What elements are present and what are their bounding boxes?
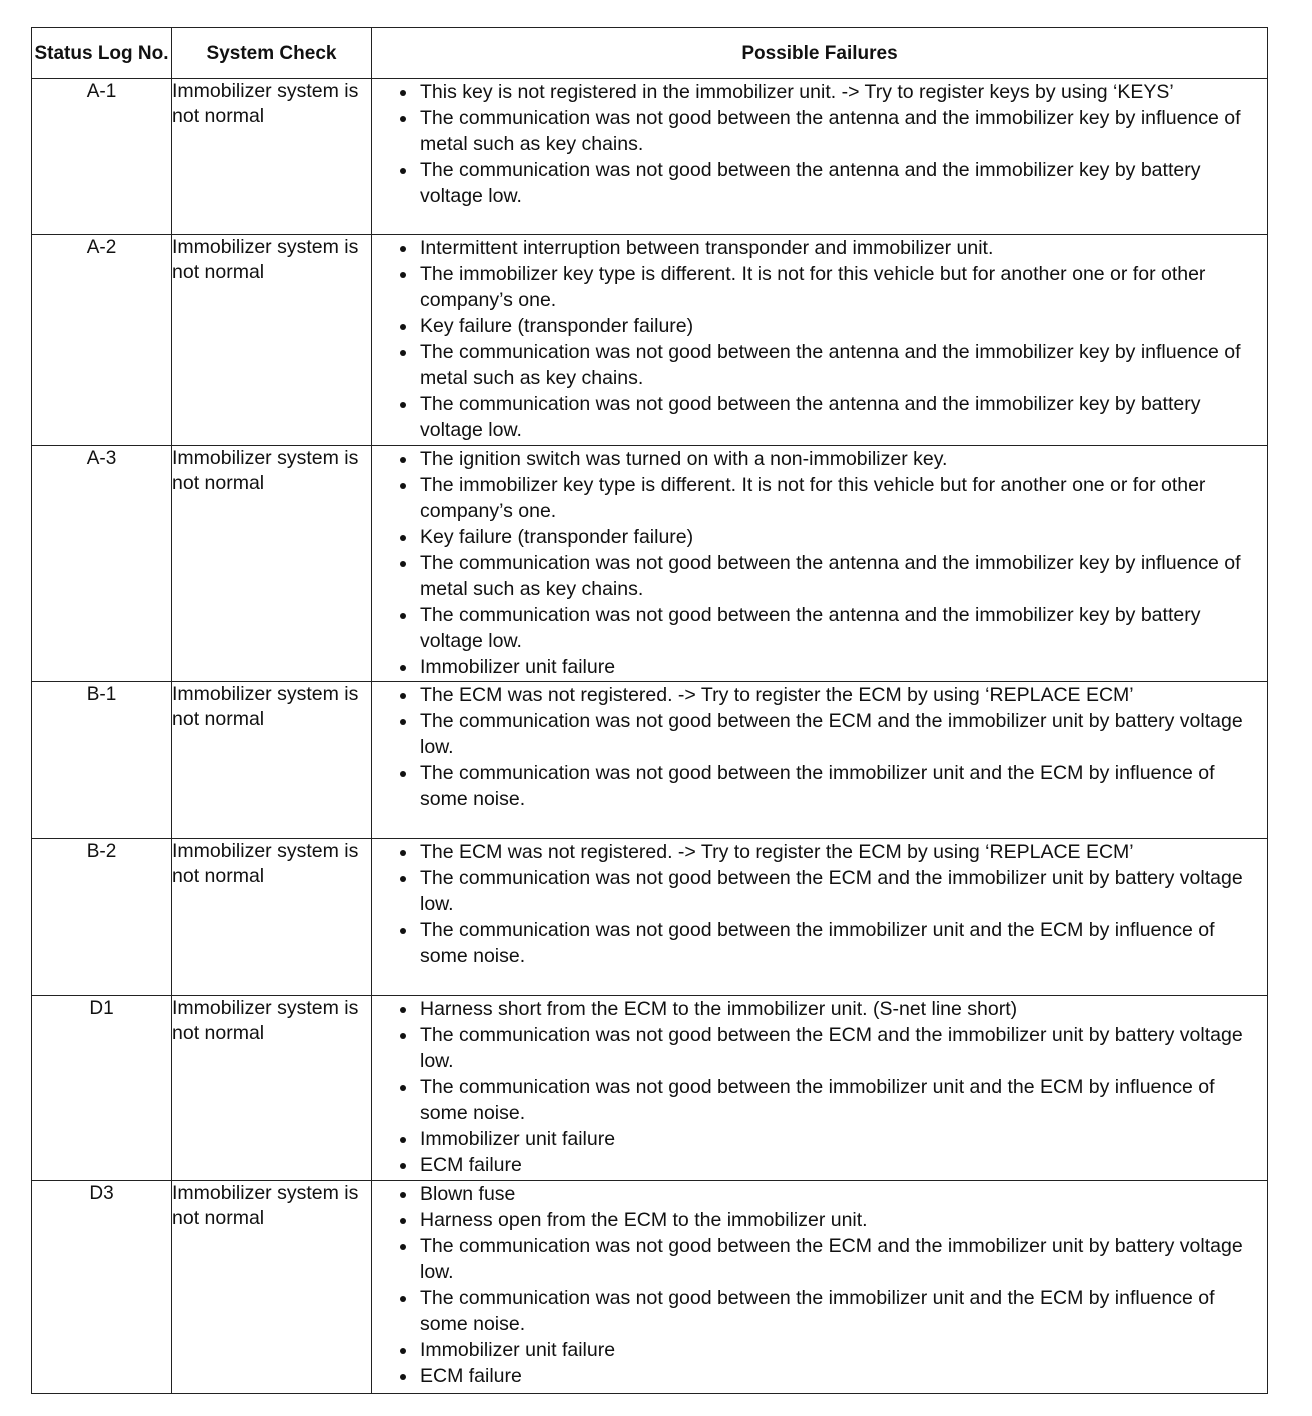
table-row: [32, 839, 1268, 996]
failure-item: This key is not registered in the immobilizer unit. -> Try to register keys by using ‘KEYS’: [372, 79, 1267, 105]
failure-item: The communication was not good between the immobilizer unit and the ECM by influence of some noise.: [372, 1074, 1267, 1126]
failure-item: The communication was not good between the antenna and the immobilizer key by battery voltage low.: [372, 157, 1267, 209]
failure-item: The communication was not good between the antenna and the immobilizer key by battery voltage low.: [372, 391, 1267, 443]
failure-item: Immobilizer unit failure: [372, 1337, 1267, 1363]
failure-item: The communication was not good between the ECM and the immobilizer unit by battery voltage low.: [372, 865, 1267, 917]
possible-failures: [372, 996, 1268, 1181]
failure-item: Blown fuse: [372, 1181, 1267, 1207]
failure-item: The communication was not good between the ECM and the immobilizer unit by battery voltage low.: [372, 708, 1267, 760]
table-row: [32, 1181, 1268, 1394]
failure-item: The ECM was not registered. -> Try to register the ECM by using ‘REPLACE ECM’: [372, 682, 1267, 708]
possible-failures: [372, 839, 1268, 996]
possible-failures: [372, 446, 1268, 682]
system-check: Immobilizer system is not normal: [172, 79, 372, 235]
failure-item: ECM failure: [372, 1152, 1267, 1178]
failure-item: The communication was not good between the ECM and the immobilizer unit by battery voltage low.: [372, 1022, 1267, 1074]
failure-list: [372, 1181, 1267, 1389]
table-row: [32, 446, 1268, 682]
system-check: Immobilizer system is not normal: [172, 235, 372, 446]
failure-item: The immobilizer key type is different. It is not for this vehicle but for another one or for other company’s one.: [372, 472, 1267, 524]
failure-item: Harness open from the ECM to the immobilizer unit.: [372, 1207, 1267, 1233]
possible-failures: [372, 1181, 1268, 1394]
failure-list: [372, 446, 1267, 680]
failure-item: Intermittent interruption between transponder and immobilizer unit.: [372, 235, 1267, 261]
failure-item: The ignition switch was turned on with a non-immobilizer key.: [372, 446, 1267, 472]
table-row: [32, 682, 1268, 839]
status-log-no: B-2: [32, 839, 172, 996]
status-log-no: D3: [32, 1181, 172, 1394]
failure-item: Key failure (transponder failure): [372, 524, 1267, 550]
failure-list: [372, 682, 1267, 812]
failure-item: The communication was not good between the antenna and the immobilizer key by influence of metal such as key chains.: [372, 105, 1267, 157]
failure-item: Immobilizer unit failure: [372, 654, 1267, 680]
system-check: Immobilizer system is not normal: [172, 682, 372, 839]
failure-item: The immobilizer key type is different. It is not for this vehicle but for another one or for other company’s one.: [372, 261, 1267, 313]
failure-item: The ECM was not registered. -> Try to register the ECM by using ‘REPLACE ECM’: [372, 839, 1267, 865]
table-row: [32, 996, 1268, 1181]
failure-item: The communication was not good between the immobilizer unit and the ECM by influence of some noise.: [372, 917, 1267, 969]
failure-item: The communication was not good between the antenna and the immobilizer key by influence of metal such as key chains.: [372, 550, 1267, 602]
failure-item: Key failure (transponder failure): [372, 313, 1267, 339]
status-log-table: [31, 27, 1268, 1394]
status-log-no: B-1: [32, 682, 172, 839]
failure-item: Harness short from the ECM to the immobilizer unit. (S-net line short): [372, 996, 1267, 1022]
failure-item: The communication was not good between the antenna and the immobilizer key by battery voltage low.: [372, 602, 1267, 654]
system-check: Immobilizer system is not normal: [172, 996, 372, 1181]
failure-list: [372, 235, 1267, 443]
failure-list: [372, 79, 1267, 209]
possible-failures: [372, 79, 1268, 235]
header-log-no: Status Log No.: [32, 28, 172, 79]
header-system-check: System Check: [172, 28, 372, 79]
table-row: [32, 79, 1268, 235]
failure-list: [372, 996, 1267, 1178]
table-row: [32, 235, 1268, 446]
header-row: [32, 28, 1268, 79]
status-log-no: A-2: [32, 235, 172, 446]
possible-failures: [372, 235, 1268, 446]
failure-item: The communication was not good between the immobilizer unit and the ECM by influence of some noise.: [372, 1285, 1267, 1337]
possible-failures: [372, 682, 1268, 839]
failure-list: [372, 839, 1267, 969]
system-check: Immobilizer system is not normal: [172, 1181, 372, 1394]
system-check: Immobilizer system is not normal: [172, 839, 372, 996]
status-log-no: A-1: [32, 79, 172, 235]
header-possible-failures: Possible Failures: [372, 28, 1268, 79]
failure-item: ECM failure: [372, 1363, 1267, 1389]
failure-item: Immobilizer unit failure: [372, 1126, 1267, 1152]
failure-item: The communication was not good between the ECM and the immobilizer unit by battery voltage low.: [372, 1233, 1267, 1285]
failure-item: The communication was not good between the immobilizer unit and the ECM by influence of some noise.: [372, 760, 1267, 812]
status-log-no: A-3: [32, 446, 172, 682]
failure-item: The communication was not good between the antenna and the immobilizer key by influence of metal such as key chains.: [372, 339, 1267, 391]
system-check: Immobilizer system is not normal: [172, 446, 372, 682]
table-body: [32, 79, 1268, 1394]
status-log-no: D1: [32, 996, 172, 1181]
